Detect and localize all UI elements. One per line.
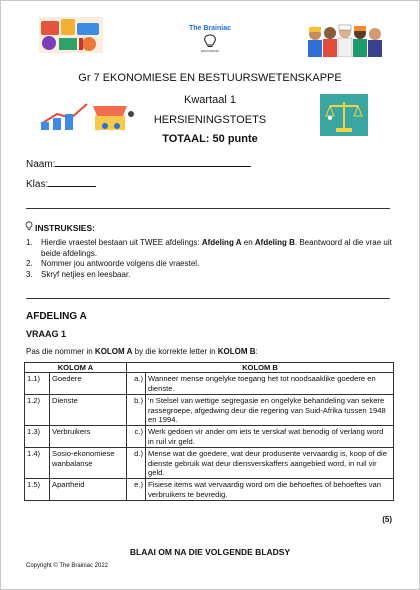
question-title: VRAAG 1 [26, 329, 67, 339]
instruction-item: 1. Hierdie vraestel bestaan uit TWEE afdelings: Afdeling A en Afdeling B. Beantwoord al die vrae uit beide afdelings. [26, 238, 392, 258]
name-line[interactable] [55, 157, 251, 167]
brain-bulb-logo-icon [202, 34, 218, 48]
class-line[interactable] [48, 177, 96, 187]
class-label: Klas: [26, 179, 49, 190]
total-marks: TOTAAL: 50 punte [162, 133, 258, 145]
instructions-heading: INSTRUKSIES: [35, 223, 95, 233]
name-label: Naam: [26, 159, 56, 170]
test-title: HERSIENINGSTOETS [153, 114, 267, 126]
table-row: 1.3) Verbruikers c.) Werk gedoen vir ander om iets te verskaf wat benodig of verlang word in ruil vir geld. [25, 426, 394, 448]
subject-title: Gr 7 EKONOMIESE EN BESTUURSWETENSKAPPE [78, 72, 342, 84]
lightbulb-icon [25, 221, 33, 231]
column-b-header: KOLOM B [127, 363, 394, 373]
column-a-header: KOLOM A [25, 363, 127, 373]
instruction-item: 3. Skryf netjies en leesbaar. [26, 269, 131, 279]
turn-page-note: BLAAI OM NA DIE VOLGENDE BLADSY [129, 547, 291, 557]
table-row: 1.2) Dienste b.) 'n Stelsel van wettige segregasie en ongelyke behandeling van sekere rassegroepe, afgedwing deur die regering van Suid-Afrika tussen 1948 en 1994. [25, 395, 394, 426]
instructions-list [26, 238, 396, 280]
workers-group-illustration [305, 23, 383, 57]
scales-illustration [320, 94, 368, 136]
class-field[interactable] [26, 177, 96, 190]
section-title: AFDELING A [26, 311, 87, 322]
instruction-item: 2. Nommer jou antwoorde volgens die vraestel. [26, 259, 200, 268]
logo-subtext: EDUCATION [201, 49, 219, 53]
divider [26, 208, 390, 209]
matching-table [24, 362, 394, 501]
term-title: Kwartaal 1 [184, 94, 236, 106]
goods-collage-illustration [39, 17, 103, 53]
table-row: 1.1) Goedere a.) Wanneer mense ongelyke toegang het tot noodsaaklike goedere en dienste. [25, 373, 394, 395]
divider [26, 298, 390, 299]
marks-total: (5) [382, 515, 392, 524]
copyright: Copyright © The Brainiac 2022 [26, 563, 109, 569]
brand-name: The Brainiac [188, 25, 231, 32]
name-field[interactable] [26, 157, 251, 170]
question-instruction: Pas die nommer in KOLOM A by die korrekte letter in KOLOM B: [26, 347, 258, 356]
table-row: 1.5) Apartheid e.) Fisiese items wat vervaardig word om die behoeftes of behoeftes van verbruikers te bevredig. [25, 479, 394, 501]
table-row: 1.4) Sosio-ekonomiese wanbalanse d.) Mense wat die goedere, wat deur produsente vervaardig is, koop of die dienste gebruik wat deur diensverskaffers aangebied word, in ruil vir geld. [25, 448, 394, 479]
